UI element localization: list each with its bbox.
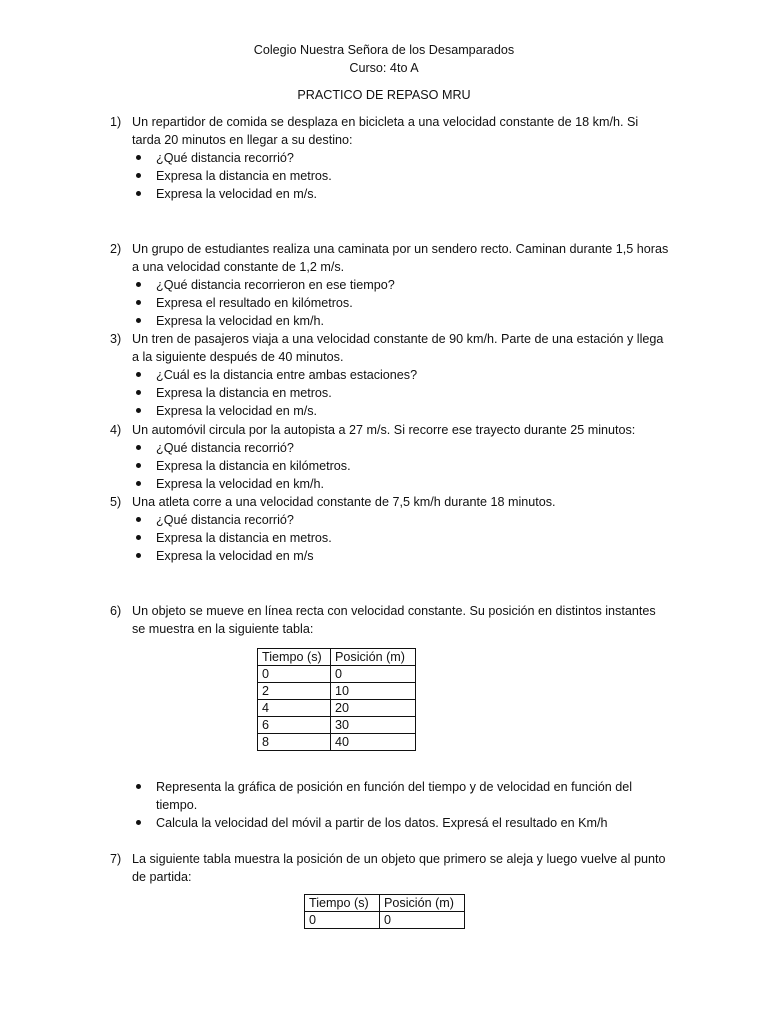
exercise-statement: Un automóvil circula por la autopista a 27 m/s. Si recorre ese trayecto durante 25 minutos:	[132, 423, 636, 437]
exercise-number: 5)	[110, 495, 122, 509]
exercise-6	[110, 602, 670, 638]
exercise-6-tasks	[110, 778, 670, 832]
table-cell: 30	[331, 717, 416, 734]
bullet-list	[132, 511, 670, 565]
table-header-cell: Tiempo (s)	[305, 895, 380, 912]
page-title: PRACTICO DE REPASO MRU	[297, 88, 471, 102]
table-header-cell: Posición (m)	[380, 895, 465, 912]
table-row	[258, 700, 416, 717]
bullet-list	[132, 778, 670, 832]
bullet-list	[132, 439, 670, 493]
table-cell: 0	[305, 912, 380, 929]
table-cell: 20	[331, 700, 416, 717]
table-header-cell: Tiempo (s)	[258, 649, 331, 666]
table-cell: 0	[380, 912, 465, 929]
list-item: Representa la gráfica de posición en función del tiempo y de velocidad en función del tiempo.	[132, 778, 670, 814]
exercise-number: 4)	[110, 423, 122, 437]
exercise-number: 6)	[110, 604, 122, 618]
exercise-statement: Un repartidor de comida se desplaza en bicicleta a una velocidad constante de 18 km/h. Si tarda 20 minutos en llegar a su destino:	[132, 115, 639, 147]
return-trip-table	[304, 894, 465, 929]
list-item: Expresa la velocidad en km/h.	[132, 312, 670, 330]
list-item: ¿Qué distancia recorrió?	[132, 149, 670, 167]
list-item: Expresa la distancia en kilómetros.	[132, 457, 670, 475]
bullet-list	[132, 366, 670, 420]
exercise-number: 3)	[110, 332, 122, 346]
table-row	[258, 734, 416, 751]
table-cell: 40	[331, 734, 416, 751]
table-cell: 6	[258, 717, 331, 734]
list-item: Expresa la distancia en metros.	[132, 384, 670, 402]
exercise-number: 7)	[110, 852, 122, 866]
bullet-list	[132, 276, 670, 330]
exercise-number: 2)	[110, 242, 122, 256]
list-item: Expresa la velocidad en km/h.	[132, 475, 670, 493]
table-row	[258, 683, 416, 700]
table-header-row	[305, 895, 465, 912]
table-row	[258, 666, 416, 683]
list-item: Expresa la distancia en metros.	[132, 529, 670, 547]
table-cell: 0	[258, 666, 331, 683]
list-item: ¿Qué distancia recorrió?	[132, 439, 670, 457]
exercise-2	[110, 240, 670, 330]
table-header-cell: Posición (m)	[331, 649, 416, 666]
school-name: Colegio Nuestra Señora de los Desamparados	[253, 43, 515, 57]
list-item: Expresa la distancia en metros.	[132, 167, 670, 185]
bullet-list	[132, 149, 670, 203]
exercise-statement: Una atleta corre a una velocidad constante de 7,5 km/h durante 18 minutos.	[132, 495, 556, 509]
list-item: Expresa el resultado en kilómetros.	[132, 294, 670, 312]
list-item: Expresa la velocidad en m/s	[132, 547, 670, 565]
position-time-table	[257, 648, 416, 751]
exercise-statement: Un grupo de estudiantes realiza una caminata por un sendero recto. Caminan durante 1,5 horas a una velocidad constante de 1,2 m/s.	[132, 242, 669, 274]
list-item: Expresa la velocidad en m/s.	[132, 185, 670, 203]
course-label: Curso: 4to A	[349, 61, 419, 75]
list-item: ¿Cuál es la distancia entre ambas estaciones?	[132, 366, 670, 384]
exercise-statement: Un tren de pasajeros viaja a una velocidad constante de 90 km/h. Parte de una estación y llega a la siguiente después de 40 minutos.	[132, 332, 664, 364]
list-item: ¿Qué distancia recorrió?	[132, 511, 670, 529]
exercise-1	[110, 113, 670, 203]
table-cell: 0	[331, 666, 416, 683]
table-row	[258, 717, 416, 734]
exercise-5	[110, 493, 670, 565]
table-cell: 2	[258, 683, 331, 700]
table-row	[305, 912, 465, 929]
table-cell: 4	[258, 700, 331, 717]
table-cell: 10	[331, 683, 416, 700]
exercise-7	[110, 850, 670, 886]
table-header-row	[258, 649, 416, 666]
exercise-statement: La siguiente tabla muestra la posición de un objeto que primero se aleja y luego vuelve al punto de partida:	[132, 852, 666, 884]
list-item: Calcula la velocidad del móvil a partir de los datos. Expresá el resultado en Km/h	[132, 814, 670, 832]
exercise-4	[110, 421, 670, 493]
table-cell: 8	[258, 734, 331, 751]
list-item: ¿Qué distancia recorrieron en ese tiempo?	[132, 276, 670, 294]
exercise-statement: Un objeto se mueve en línea recta con velocidad constante. Su posición en distintos instantes se muestra en la siguiente tabla:	[132, 604, 656, 636]
list-item: Expresa la velocidad en m/s.	[132, 402, 670, 420]
exercise-3	[110, 330, 670, 420]
exercise-number: 1)	[110, 115, 122, 129]
